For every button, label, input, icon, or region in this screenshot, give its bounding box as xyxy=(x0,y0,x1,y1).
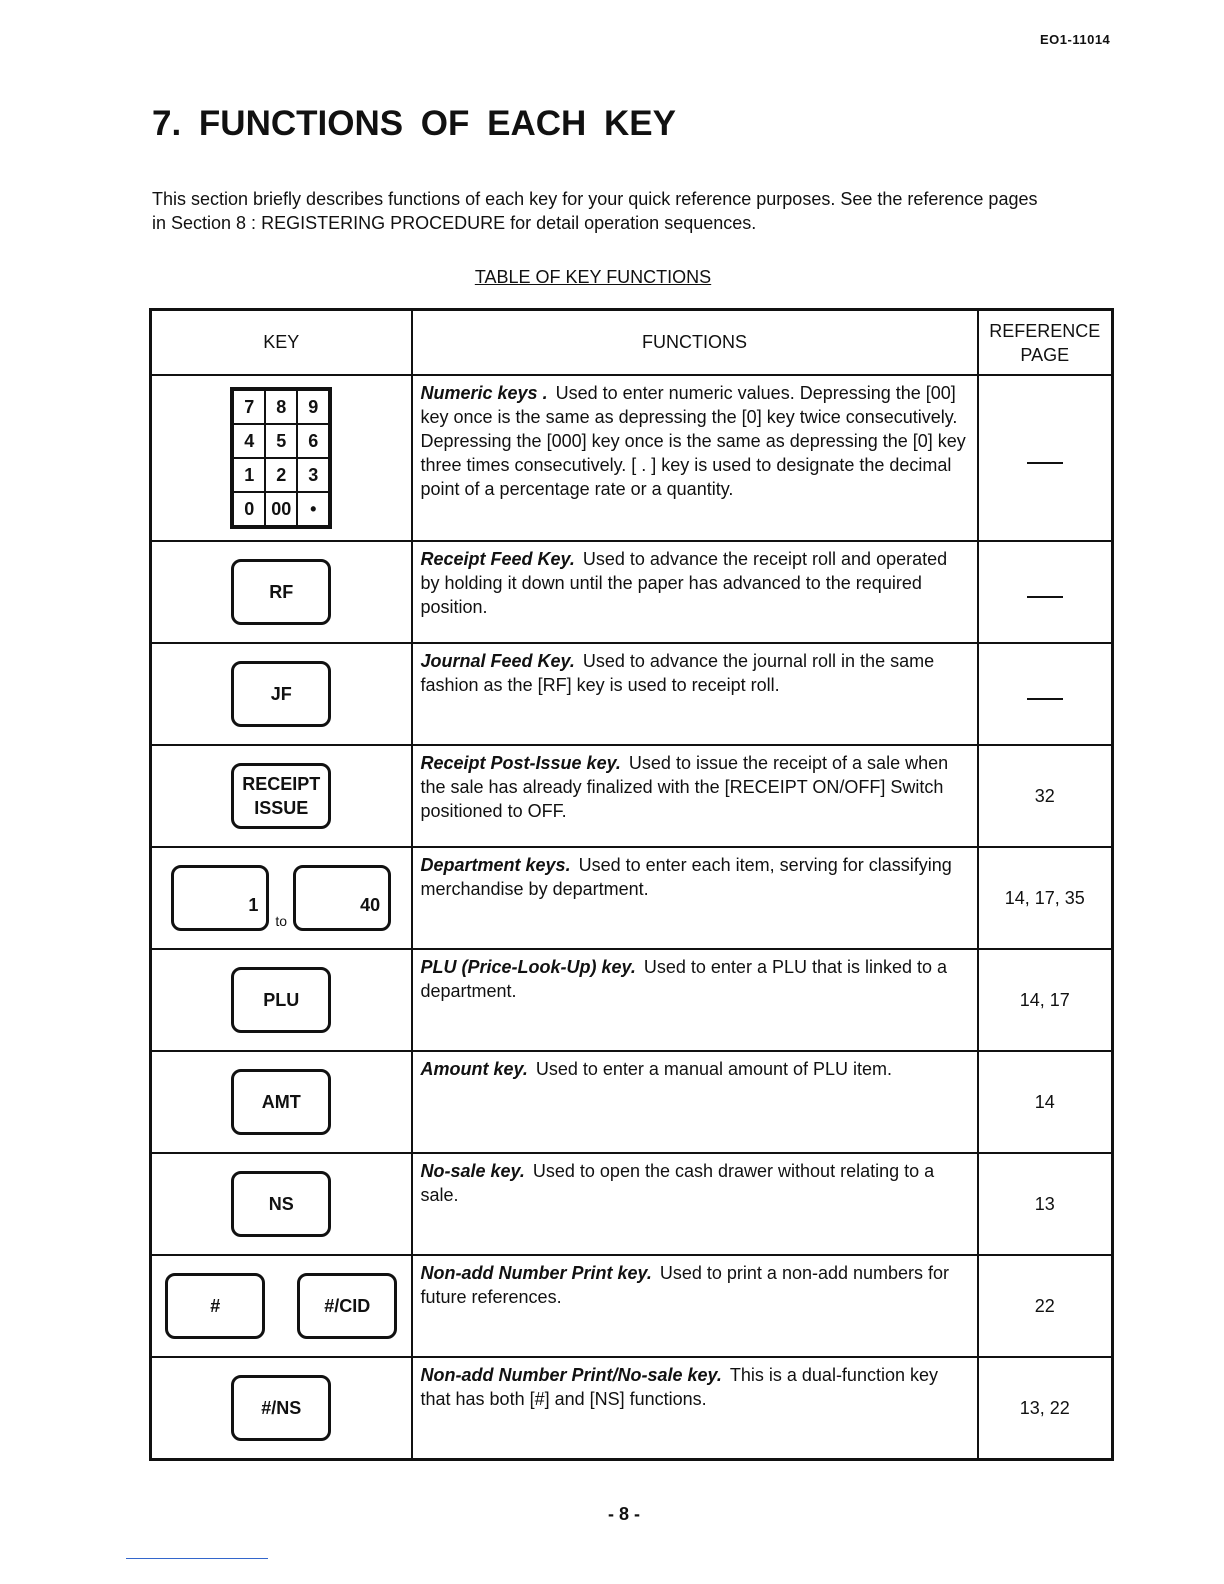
key-00: 00 xyxy=(265,492,297,526)
table-row xyxy=(151,949,1113,1051)
function-name: Non-add Number Print/No-sale key. xyxy=(420,1365,722,1385)
function-cell xyxy=(412,847,978,949)
reference-cell xyxy=(978,375,1113,541)
key-cell xyxy=(151,847,412,949)
department-range-to: to xyxy=(275,913,288,929)
function-name: PLU (Price-Look-Up) key. xyxy=(420,957,636,977)
key-cell xyxy=(151,541,412,643)
function-description: Used to issue the receipt of a sale when the sale has already finalized with the [RECEIPT ON/OFF] Switch positioned to OFF. xyxy=(420,753,949,821)
function-cell xyxy=(412,1357,978,1460)
no-reference-dash xyxy=(1027,596,1063,598)
function-description: Used to enter each item, serving for classifying merchandise by department. xyxy=(420,855,952,899)
key-6: 6 xyxy=(297,424,329,458)
footer-divider xyxy=(126,1558,268,1559)
table-row xyxy=(151,1357,1113,1460)
ns-key-icon: NS xyxy=(231,1171,331,1237)
key-cell xyxy=(151,375,412,541)
header-reference-page: REFERENCE PAGE xyxy=(978,310,1113,376)
function-cell xyxy=(412,375,978,541)
receipt-issue-key-icon: RECEIPT ISSUE xyxy=(231,763,331,829)
document-id: EO1-11014 xyxy=(1040,32,1111,47)
header-functions: FUNCTIONS xyxy=(412,310,978,376)
key-cell xyxy=(151,1357,412,1460)
reference-cell xyxy=(978,541,1113,643)
reference-cell xyxy=(978,643,1113,745)
function-description: Used to print a non-add numbers for future references. xyxy=(420,1263,950,1307)
function-name: Amount key. xyxy=(420,1059,528,1079)
table-caption: TABLE OF KEY FUNCTIONS xyxy=(474,267,712,287)
function-name: Non-add Number Print key. xyxy=(420,1263,652,1283)
department-key-1: 1 xyxy=(171,865,269,931)
key-cell xyxy=(151,643,412,745)
no-reference-dash xyxy=(1027,462,1063,464)
function-cell xyxy=(412,541,978,643)
reference-cell: 22 xyxy=(978,1255,1113,1357)
plu-key-icon: PLU xyxy=(231,967,331,1033)
key-cell xyxy=(151,1051,412,1153)
department-key-40: 40 xyxy=(293,865,391,931)
table-row xyxy=(151,1255,1113,1357)
key-cell xyxy=(151,1153,412,1255)
reference-cell: 32 xyxy=(978,745,1113,847)
table-header-row xyxy=(151,310,1113,376)
key-decimal: • xyxy=(297,492,329,526)
reference-cell: 13 xyxy=(978,1153,1113,1255)
table-row xyxy=(151,745,1113,847)
page-number: - 8 - xyxy=(607,1504,640,1524)
page-title: 7. FUNCTIONS OF EACH KEY xyxy=(152,104,676,143)
table-row xyxy=(151,541,1113,643)
table-row xyxy=(151,1153,1113,1255)
key-5: 5 xyxy=(265,424,297,458)
key-0: 0 xyxy=(233,492,265,526)
function-description: Used to enter a PLU that is linked to a department. xyxy=(420,957,948,1001)
key-cell xyxy=(151,1255,412,1357)
reference-cell: 14 xyxy=(978,1051,1113,1153)
function-cell xyxy=(412,643,978,745)
function-name: Journal Feed Key. xyxy=(420,651,575,671)
function-cell xyxy=(412,1255,978,1357)
function-cell xyxy=(412,1153,978,1255)
function-cell xyxy=(412,1051,978,1153)
rf-key-icon: RF xyxy=(231,559,331,625)
key-2: 2 xyxy=(265,458,297,492)
reference-cell: 14, 17, 35 xyxy=(978,847,1113,949)
function-name: Receipt Feed Key. xyxy=(420,549,575,569)
table-row xyxy=(151,643,1113,745)
function-cell xyxy=(412,745,978,847)
function-description: Used to open the cash drawer without relating to a sale. xyxy=(420,1161,935,1205)
reference-cell: 13, 22 xyxy=(978,1357,1113,1460)
function-name: No-sale key. xyxy=(420,1161,525,1181)
function-description: Used to advance the receipt roll and operated by holding it down until the paper has advanced to the required position. xyxy=(420,549,948,617)
key-9: 9 xyxy=(297,390,329,424)
function-description: Used to enter a manual amount of PLU item. xyxy=(535,1059,893,1079)
key-cell xyxy=(151,745,412,847)
function-description: Used to enter numeric values. Depressing the [00] key once is the same as depressing the [0] key twice consecutively. Depressing the [000] key once is the same as depressing the [0] key three times consecutively. [ . ] key is used to designate the decimal point of a percentage rate or a quantity. xyxy=(420,383,966,499)
key-cell xyxy=(151,949,412,1051)
department-keys-icon xyxy=(171,865,391,931)
key-3: 3 xyxy=(297,458,329,492)
key-8: 8 xyxy=(265,390,297,424)
function-name: Department keys. xyxy=(420,855,571,875)
key-4: 4 xyxy=(233,424,265,458)
table-row xyxy=(151,1051,1113,1153)
key-1: 1 xyxy=(233,458,265,492)
table-row xyxy=(151,375,1113,541)
amt-key-icon: AMT xyxy=(231,1069,331,1135)
non-add-keys-icon xyxy=(165,1273,397,1339)
hash-ns-key-icon: #/NS xyxy=(231,1375,331,1441)
function-name: Receipt Post-Issue key. xyxy=(420,753,621,773)
hash-key-icon: # xyxy=(165,1273,265,1339)
numeric-keypad-icon xyxy=(230,387,332,529)
header-key: KEY xyxy=(151,310,412,376)
hash-cid-key-icon: #/CID xyxy=(297,1273,397,1339)
function-name: Numeric keys . xyxy=(420,383,548,403)
key-7: 7 xyxy=(233,390,265,424)
table-row xyxy=(151,847,1113,949)
reference-cell: 14, 17 xyxy=(978,949,1113,1051)
function-description: This is a dual-function key that has both [#] and [NS] functions. xyxy=(420,1365,938,1409)
function-cell xyxy=(412,949,978,1051)
function-description: Used to advance the journal roll in the same fashion as the [RF] key is used to receipt roll. xyxy=(420,651,935,695)
key-functions-table xyxy=(149,308,1114,1461)
jf-key-icon: JF xyxy=(231,661,331,727)
no-reference-dash xyxy=(1027,698,1063,700)
intro-paragraph: This section briefly describes functions of each key for your quick reference purposes. See the reference pages in Section 8 : REGISTERING PROCEDURE for detail operation sequences. xyxy=(152,189,1038,233)
